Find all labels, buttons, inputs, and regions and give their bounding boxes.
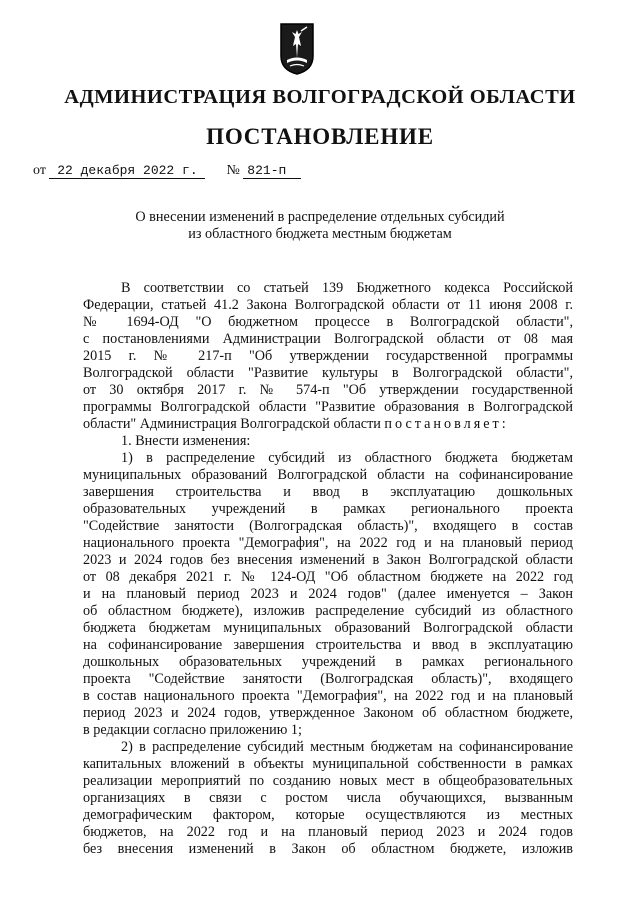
body-line: капитальных вложений в объекты муниципальной собственности в рамках [83,756,573,772]
subject-line: О внесении изменений в распределение отдельных субсидий [135,209,505,225]
body-line: бюджетов, на 2022 год и на плановый период 2023 и 2024 годов [83,824,573,840]
body-line: завершения строительства и ввод в эксплуатацию дошкольных [83,484,573,500]
body-line: муниципальных образований Волгоградской области на софинансирование [83,467,573,483]
document-subject [60,209,580,243]
document-number: 821-п [243,164,301,179]
body-line: дошкольных образовательных учреждений в рамках регионального [83,654,573,670]
body-line: от 08 декабря 2021 г. № 124-ОД "Об областном бюджете на 2022 год [83,569,573,585]
body-line: "Содействие занятости (Волгоградская область)", входящего в состав [83,518,573,534]
body-line: и на плановый период 2023 и 2024 годов" (далее именуется – Закон [83,586,573,602]
body-line: проекта "Содействие занятости (Волгоградская область)", входящего [83,671,573,687]
document-date: 22 декабря 2022 г. [49,164,205,179]
body-line: программы Волгоградской области "Развитие образования в Волгоградской [83,399,573,415]
body-line: Волгоградской области "Развитие культуры в Волгоградской области", [83,365,573,381]
dateline [33,163,301,179]
body-line: в редакции согласно приложению 1; [83,722,302,738]
number-prefix: № [226,163,240,178]
body-line: период 2023 и 2024 годов, утвержденное Законом об областном бюджете, [83,705,573,721]
document-type: ПОСТАНОВЛЕНИЕ [206,124,434,149]
body-line [83,416,573,433]
body-line: № 1694-ОД "О бюджетном процессе в Волгоградской области", [83,314,573,330]
body-line-text: области" Администрация Волгоградской области [83,416,381,432]
body-line: Федерации, статьей 41.2 Закона Волгоградской области от 11 июня 2008 г. [83,297,573,313]
body-line: 2023 и 2024 годов без внесения изменений в Закон Волгоградской области [83,552,573,568]
body-line: бюджета бюджетам муниципальных образований Волгоградской области [83,620,573,636]
body-line: 1) в распределение субсидий из областного бюджета бюджетам [121,450,573,466]
body-line: на софинансирование завершения строительства и ввод в эксплуатацию [83,637,573,653]
body-line: об областном бюджете), изложив распределение субсидий из областного [83,603,573,619]
resolves-word: постановляет: [384,416,509,432]
subject-line: из областного бюджета местным бюджетам [188,226,452,242]
body-line: образовательных учреждений в рамках регионального проекта [83,501,573,517]
body-line: в состав национального проекта "Демография", на 2022 год и на плановый [83,688,573,704]
organization-title: АДМИНИСТРАЦИЯ ВОЛГОГРАДСКОЙ ОБЛАСТИ [64,86,576,108]
body-line: организациях в связи с ростом числа обучающихся, вызванным [83,790,573,806]
body-line: демографическим фактором, которые осуществляются из местных [83,807,573,823]
body-line: от 30 октября 2017 г. № 574-п "Об утверждении государственной [83,382,573,398]
body-line: без внесения изменений в Закон об областном бюджете, изложив [83,841,573,857]
date-prefix: от [33,163,46,178]
document-body [83,280,573,858]
body-line: национального проекта "Демография", на 2022 год и на плановый период [83,535,573,551]
item-1: 1. Внести изменения: [121,433,251,449]
body-line: 2) в распределение субсидий местным бюджетам на софинансирование [121,739,573,755]
body-line: с постановлениями Администрации Волгоградской области от 08 мая [83,331,573,347]
volgograd-emblem-icon [279,22,315,76]
body-line: 2015 г. № 217-п "Об утверждении государственной программы [83,348,573,364]
body-line: В соответствии со статьей 139 Бюджетного кодекса Российской [121,280,573,296]
body-line: реализации мероприятий по созданию новых мест в общеобразовательных [83,773,573,789]
